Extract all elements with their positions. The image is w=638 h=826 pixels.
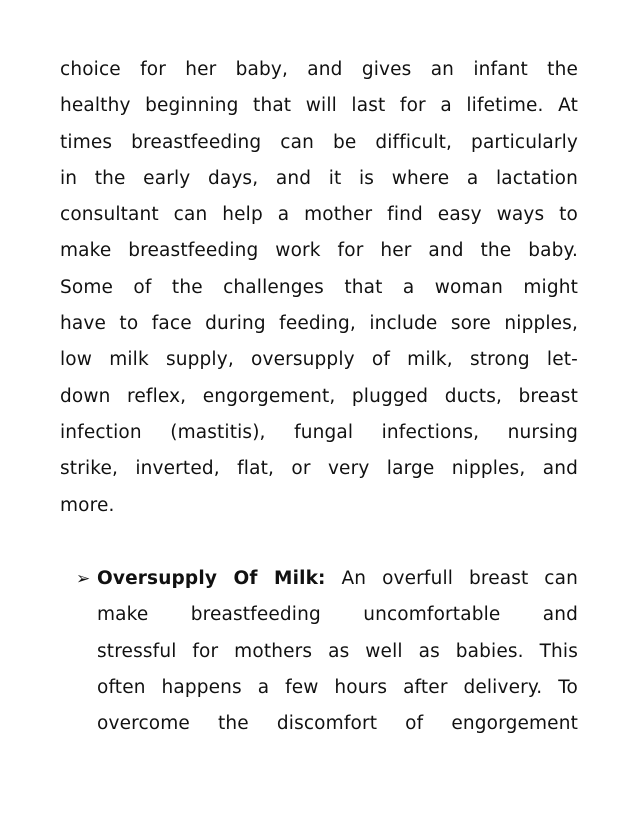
bullet-line: often happens a few hours after delivery. To xyxy=(97,676,578,698)
bullet-line: overcome the discomfort of engorgement xyxy=(97,713,578,735)
body-paragraph xyxy=(60,52,578,524)
paragraph-line: infection (mastitis), fungal infections, nursing xyxy=(60,421,578,443)
paragraph-line: healthy beginning that will last for a lifetime. At xyxy=(60,95,578,117)
paragraph-line: times breastfeeding can be difficult, particularly xyxy=(60,131,578,153)
arrow-bullet-icon: ➢ xyxy=(76,569,91,589)
paragraph-line: choice for her baby, and gives an infant the xyxy=(60,59,578,80)
paragraph-line: make breastfeeding work for her and the baby. xyxy=(60,240,578,262)
bullet-first-text xyxy=(97,561,578,597)
bullet-first-line xyxy=(76,561,578,597)
paragraph-line: have to face during feeding, include sore nipples, xyxy=(60,313,578,335)
bullet-line: make breastfeeding uncomfortable and xyxy=(97,604,578,626)
bullet-term: Oversupply Of Milk: xyxy=(97,568,326,589)
paragraph-line: Some of the challenges that a woman might xyxy=(60,276,578,298)
bullet-item-oversupply xyxy=(76,561,578,742)
paragraph-line: consultant can help a mother find easy ways to xyxy=(60,204,578,226)
paragraph-line: more. xyxy=(60,494,115,516)
paragraph-line: in the early days, and it is where a lactation xyxy=(60,167,578,189)
paragraph-line: strike, inverted, flat, or very large nipples, and xyxy=(60,458,578,480)
paragraph-line: low milk supply, oversupply of milk, strong let- xyxy=(60,349,578,371)
bullet-line: stressful for mothers as well as babies. This xyxy=(97,640,578,662)
paragraph-line: down reflex, engorgement, plugged ducts, breast xyxy=(60,385,578,407)
bullet-first-line-rest: An overfull breast can xyxy=(325,568,578,589)
